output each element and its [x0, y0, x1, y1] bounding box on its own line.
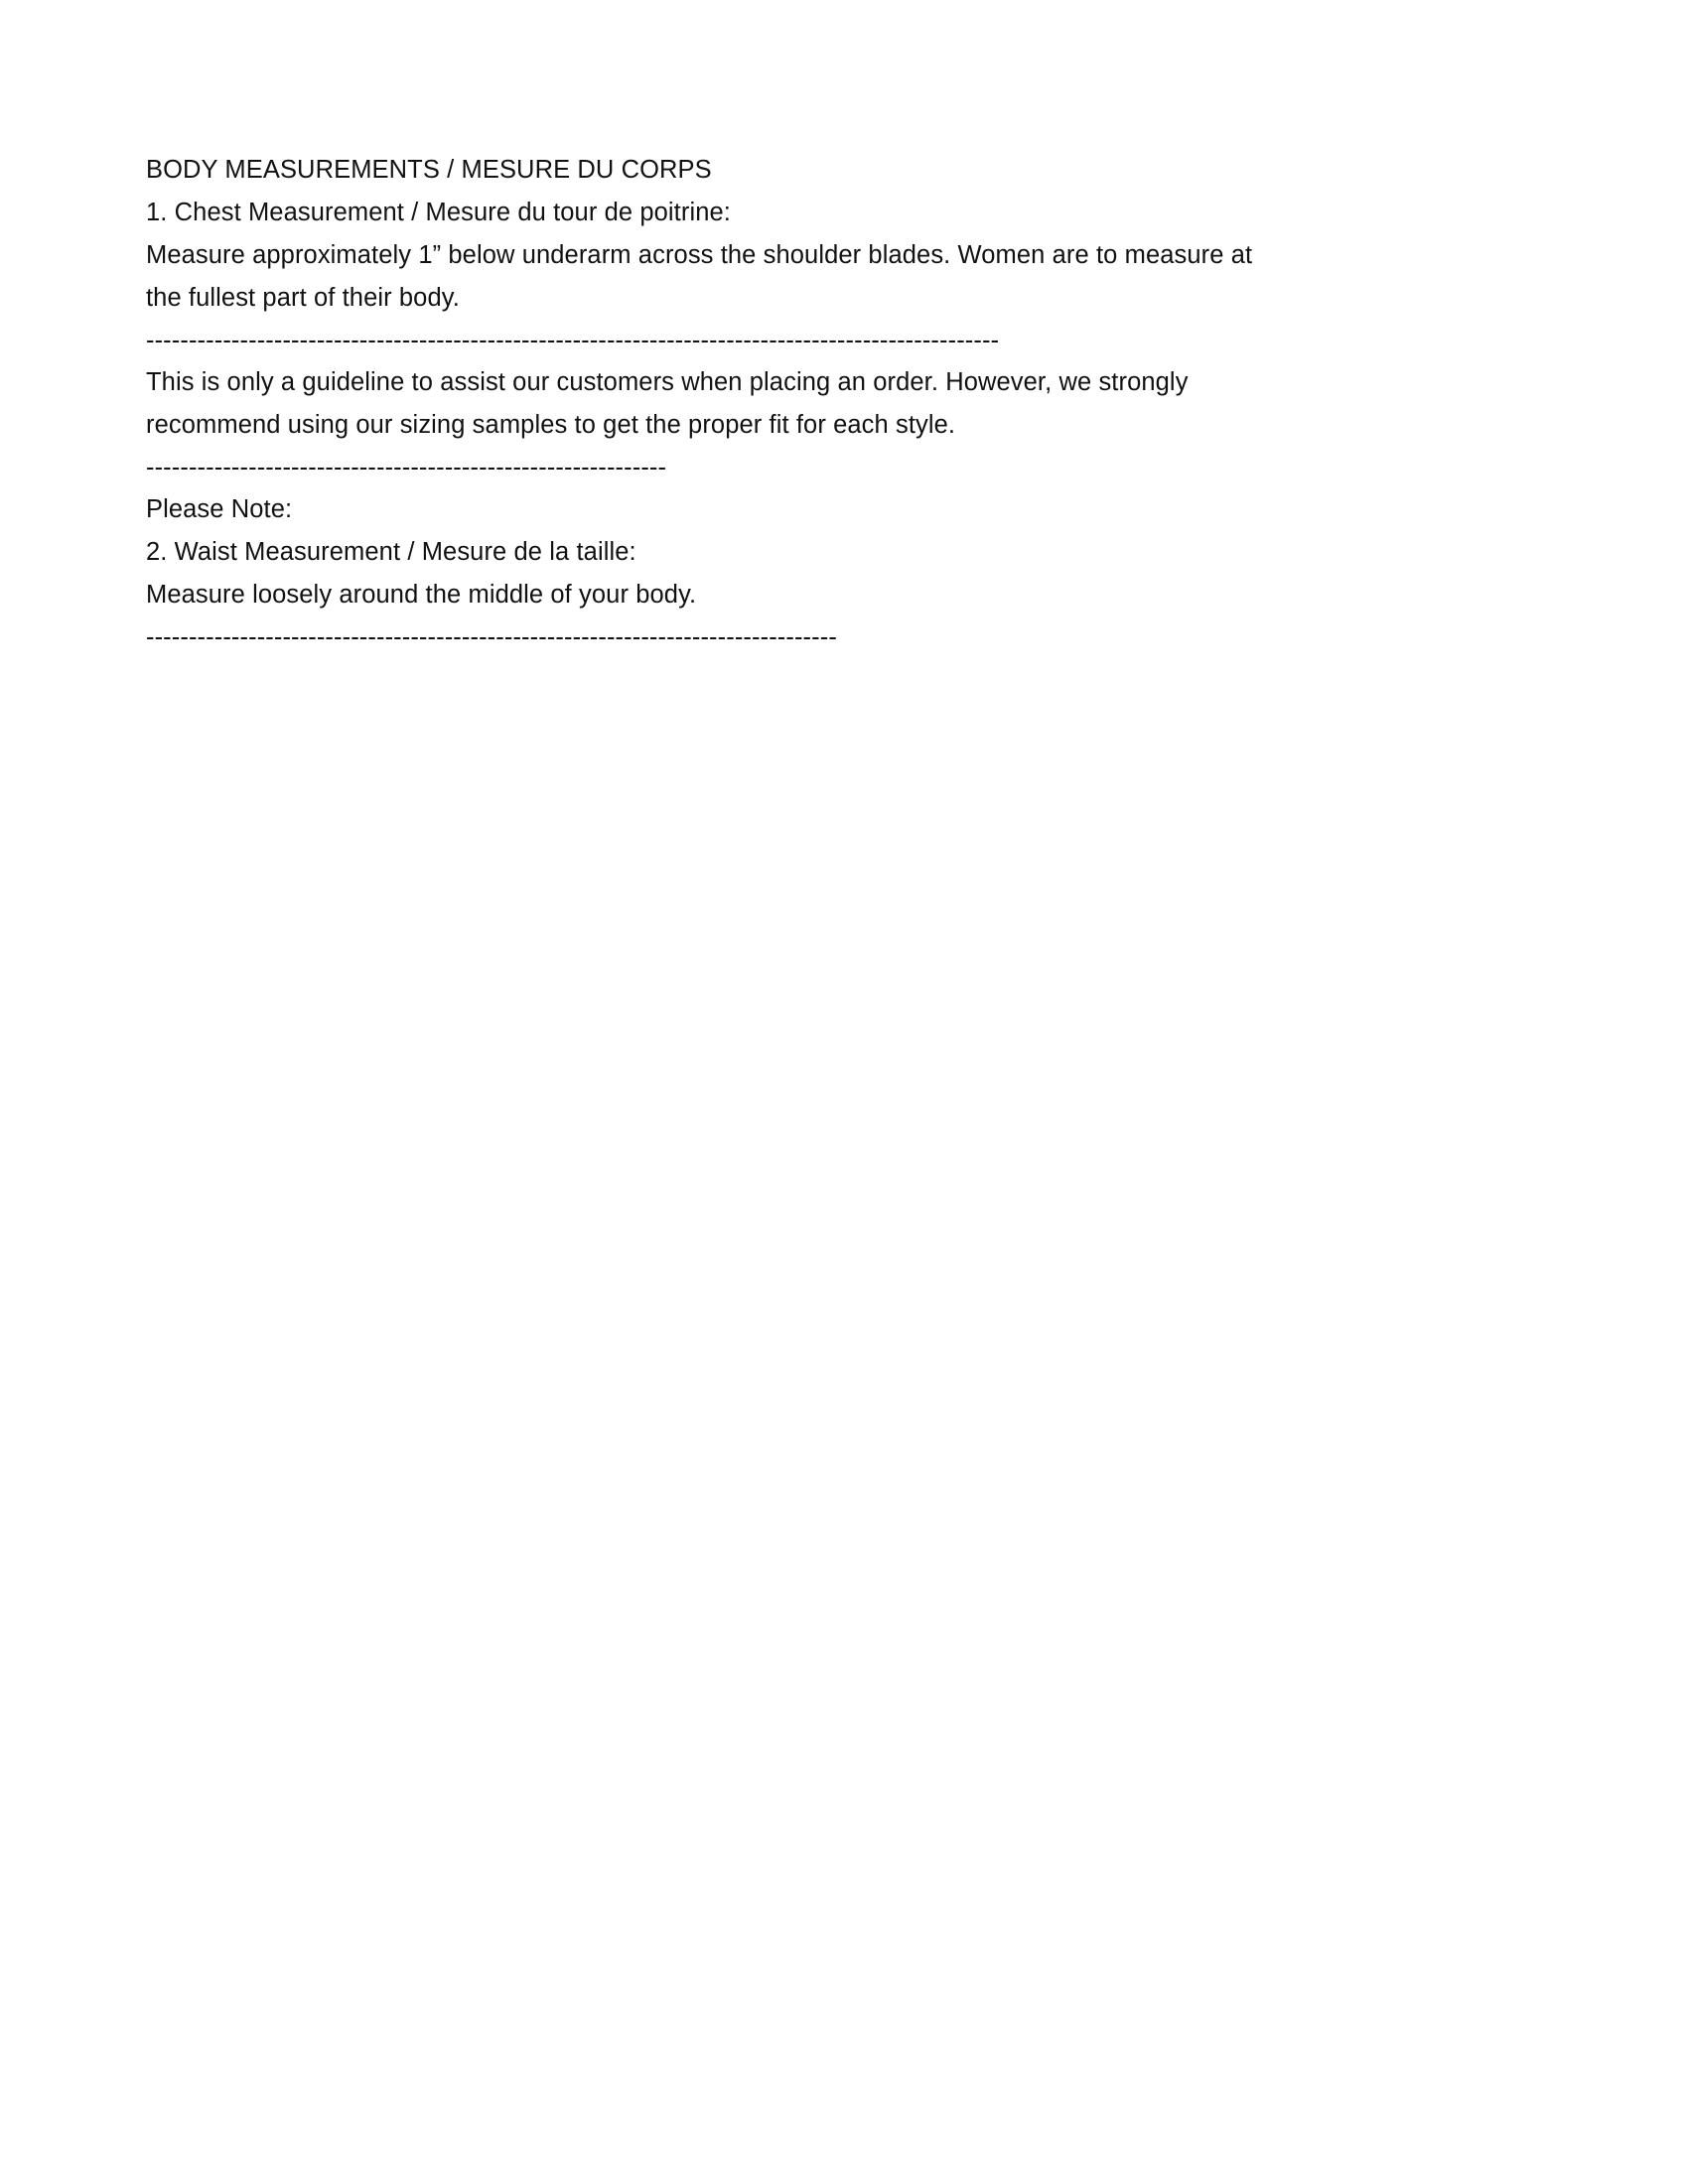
chest-measurement-text: Measure approximately 1” below underarm across the shoulder blades. Women are to measure at the fullest part of their body.: [146, 241, 1253, 312]
page-title: BODY MEASUREMENTS / MESURE DU CORPS: [146, 156, 712, 184]
divider-one: ----------------------------------------------------------------------------------------------------: [146, 327, 1000, 354]
document-content: [146, 149, 1337, 658]
guideline-text: This is only a guideline to assist our customers when placing an order. However, we strongly recommend using our sizing samples to get the proper fit for each style.: [146, 368, 1189, 439]
chest-measurement-heading: 1. Chest Measurement / Mesure du tour de poitrine:: [146, 199, 731, 226]
please-note-label: Please Note:: [146, 495, 293, 523]
waist-measurement-text: Measure loosely around the middle of your body.: [146, 581, 697, 609]
waist-measurement-heading: 2. Waist Measurement / Mesure de la taille:: [146, 538, 636, 566]
divider-three: ---------------------------------------------------------------------------------: [146, 623, 837, 651]
divider-two: -------------------------------------------------------------: [146, 454, 667, 481]
